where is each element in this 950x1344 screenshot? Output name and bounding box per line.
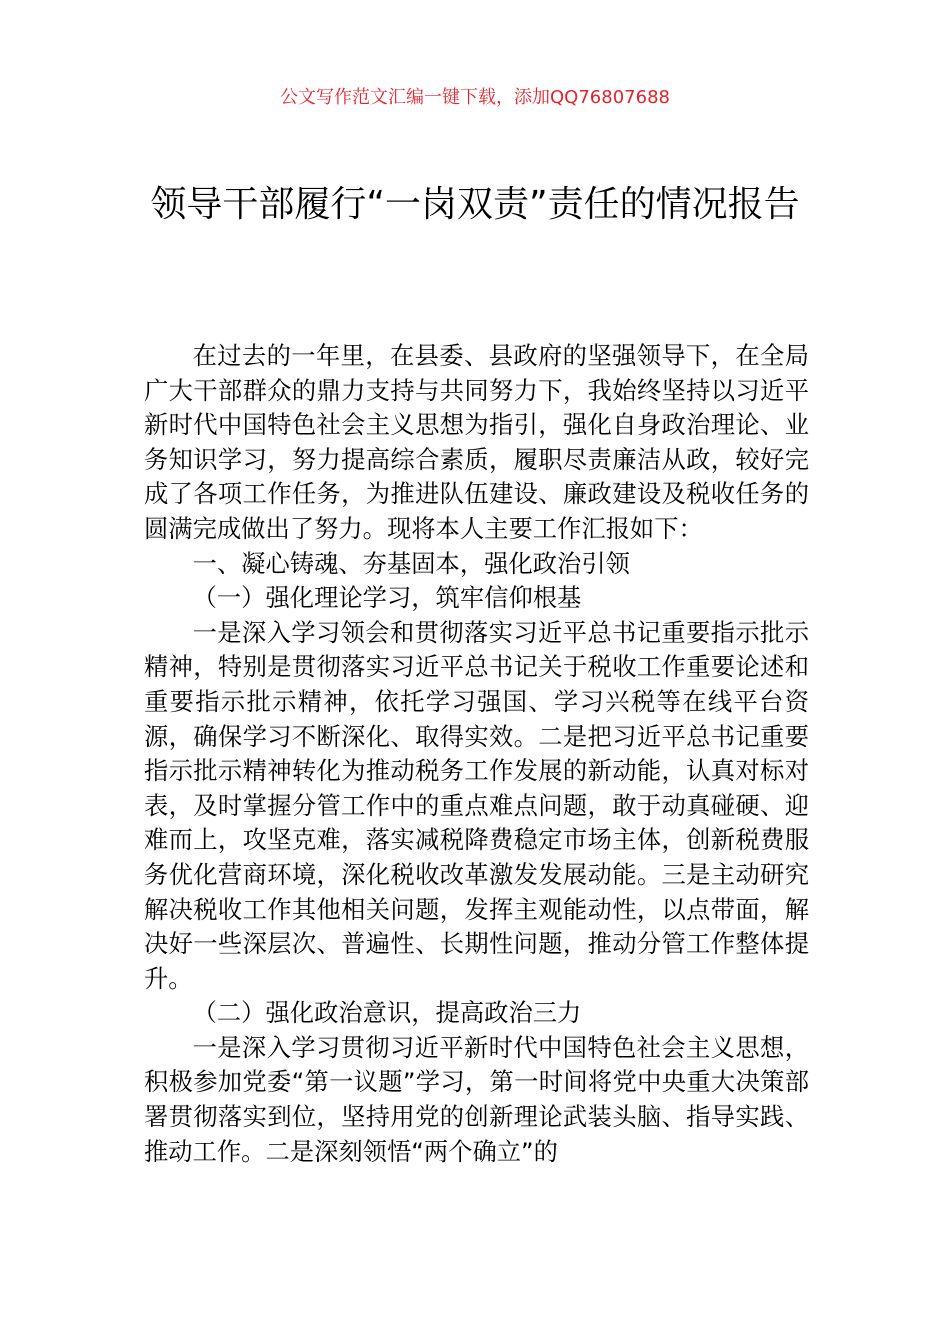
- intro-paragraph: 在过去的一年里，在县委、县政府的坚强领导下，在全局广大干部群众的鼎力支持与共同努力下，我始终坚持以习近平新时代中国特色社会主义思想为指引，强化自身政治理论、业务知识学习，努力提高综合素质，履职尽责廉洁从政，较好完成了各项工作任务，为推进队伍建设、廉政建设及税收任务的圆满完成做出了努力。现将本人主要工作汇报如下：: [144, 341, 809, 543]
- subsection-heading-2: （二）强化政治意识，提高政治三力: [192, 998, 582, 1028]
- download-promo-header: 公文写作范文汇编一键下载，添加QQ76807688: [280, 87, 670, 108]
- subsection-heading-1: （一）强化理论学习，筑牢信仰根基: [192, 583, 582, 613]
- body-paragraph: 一是深入学习领会和贯彻落实习近平总书记重要指示批示精神，特别是贯彻落实习近平总书记关于税收工作重要论述和重要指示批示精神，依托学习强国、学习兴税等在线平台资源，确保学习不断深化、取得实效。二是把习近平总书记重要指示批示精神转化为推动税务工作发展的新动能，认真对标对表，及时掌握分管工作中的重点难点问题，敢于动真碰硬、迎难而上，攻坚克难，落实减税降费稳定市场主体，创新税费服务优化营商环境，深化税收改革激发发展动能。三是主动研究解决税收工作其他相关问题，发挥主观能动性，以点带面，解决好一些深层次、普遍性、长期性问题，推动分管工作整体提升。: [144, 617, 809, 993]
- document-title: 领导干部履行“一岗双责”责任的情况报告: [150, 184, 800, 225]
- document-body: [144, 339, 809, 1169]
- section-heading-1: 一、凝心铸魂、夯基固本，强化政治引领: [192, 548, 630, 578]
- body-paragraph: 一是深入学习贯彻习近平新时代中国特色社会主义思想，积极参加党委“第一议题”学习，第一时间将党中央重大决策部署贯彻落实到位，坚持用党的创新理论武装头脑、指导实践、推动工作。二是深刻领悟“两个确立”的: [144, 1032, 809, 1166]
